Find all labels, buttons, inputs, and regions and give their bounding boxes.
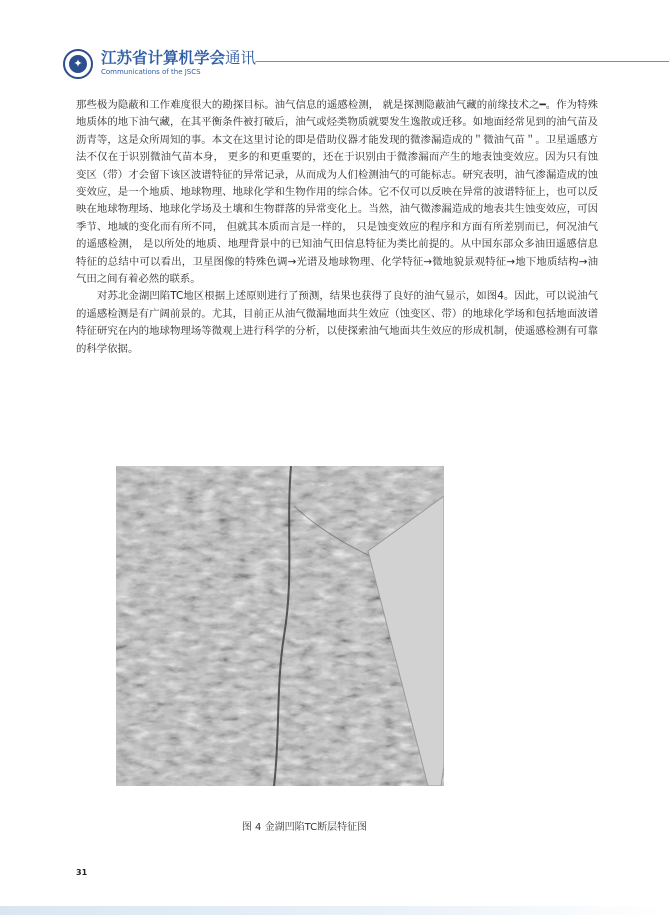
footer-band xyxy=(0,906,669,915)
journal-title-main: 江苏省计算机学会 xyxy=(101,49,226,67)
figure-satellite-image xyxy=(116,466,444,786)
paragraph-2: 对苏北金湖凹陷TC地区根据上述原则进行了预测，结果也获得了良好的油气显示，如图4。因此，可以说油气的遥感检测是有广阔前景的。尤其，目前正从油气微漏地面共生效应（蚀变区、带）的地球化学场和包括地面波谱特征研究在内的地球物理场等微观上进行科学的分析，以使探索油气地面共生效应的形成机制，使遥感检测有可靠的科学依据。 xyxy=(76,290,598,355)
journal-title xyxy=(101,49,256,67)
header-divider xyxy=(256,61,669,62)
figure-caption xyxy=(0,818,669,833)
article-body xyxy=(76,97,598,358)
journal-title-suffix: 通讯 xyxy=(225,49,257,67)
journal-subtitle: Communications of the JSCS xyxy=(101,68,201,76)
satellite-image xyxy=(116,466,444,786)
paragraph-1: 那些极为隐蔽和工作难度很大的勘探目标。油气信息的遥感检测， 就是探测隐蔽油气藏的前缘技术之━。作为特殊地质体的地下油气藏，在其平衡条件被打破后，油气或烃类物质就要发生逸散或迁移。如地面经常见到的油气苗及沥青等，这是众所周知的事。本文在这里讨论的即是借助仪器才能发现的微渗漏造成的＂微油气苗＂。卫星遥感方法不仅在于识别微油气苗本身， 更多的和更重要的，还在于识别由于微渗漏而产生的地表蚀变效应。因为只有蚀变区（带）才会留下该区波谱特征的异常记录，从而成为人们检测油气的可能标志。研究表明，油气渗漏造成的蚀变效应，是一个地质、地球物理、地球化学和生物作用的综合体。它不仅可以反映在异常的波谱特征上，也可以反映在地球物理场、地球化学场及土壤和生物群落的异常变化上。当然，油气微渗漏造成的地表共生蚀变效应，可因季节、地域的变化而有所不同， 但就其本质而言是一样的， 只是蚀变效应的程序和方面有所差别而已，何况油气的遥感检测， 是以所处的地质、地理背景中的已知油气田信息特征为类比前提的。从中国东部众多油田遥感信息特征的总结中可以看出，卫星图像的特殊色调→光谱及地球物理、化学特征→微地貌景观特征→地下地质结构→油气田之间有着必然的联系。 xyxy=(76,99,598,286)
page-number: 31 xyxy=(76,868,88,877)
figure-caption-text: 图 4 金湖凹陷TC断层特征图 xyxy=(241,822,368,833)
jscs-emblem-icon: ✦ xyxy=(63,49,93,79)
page-header xyxy=(0,0,669,90)
